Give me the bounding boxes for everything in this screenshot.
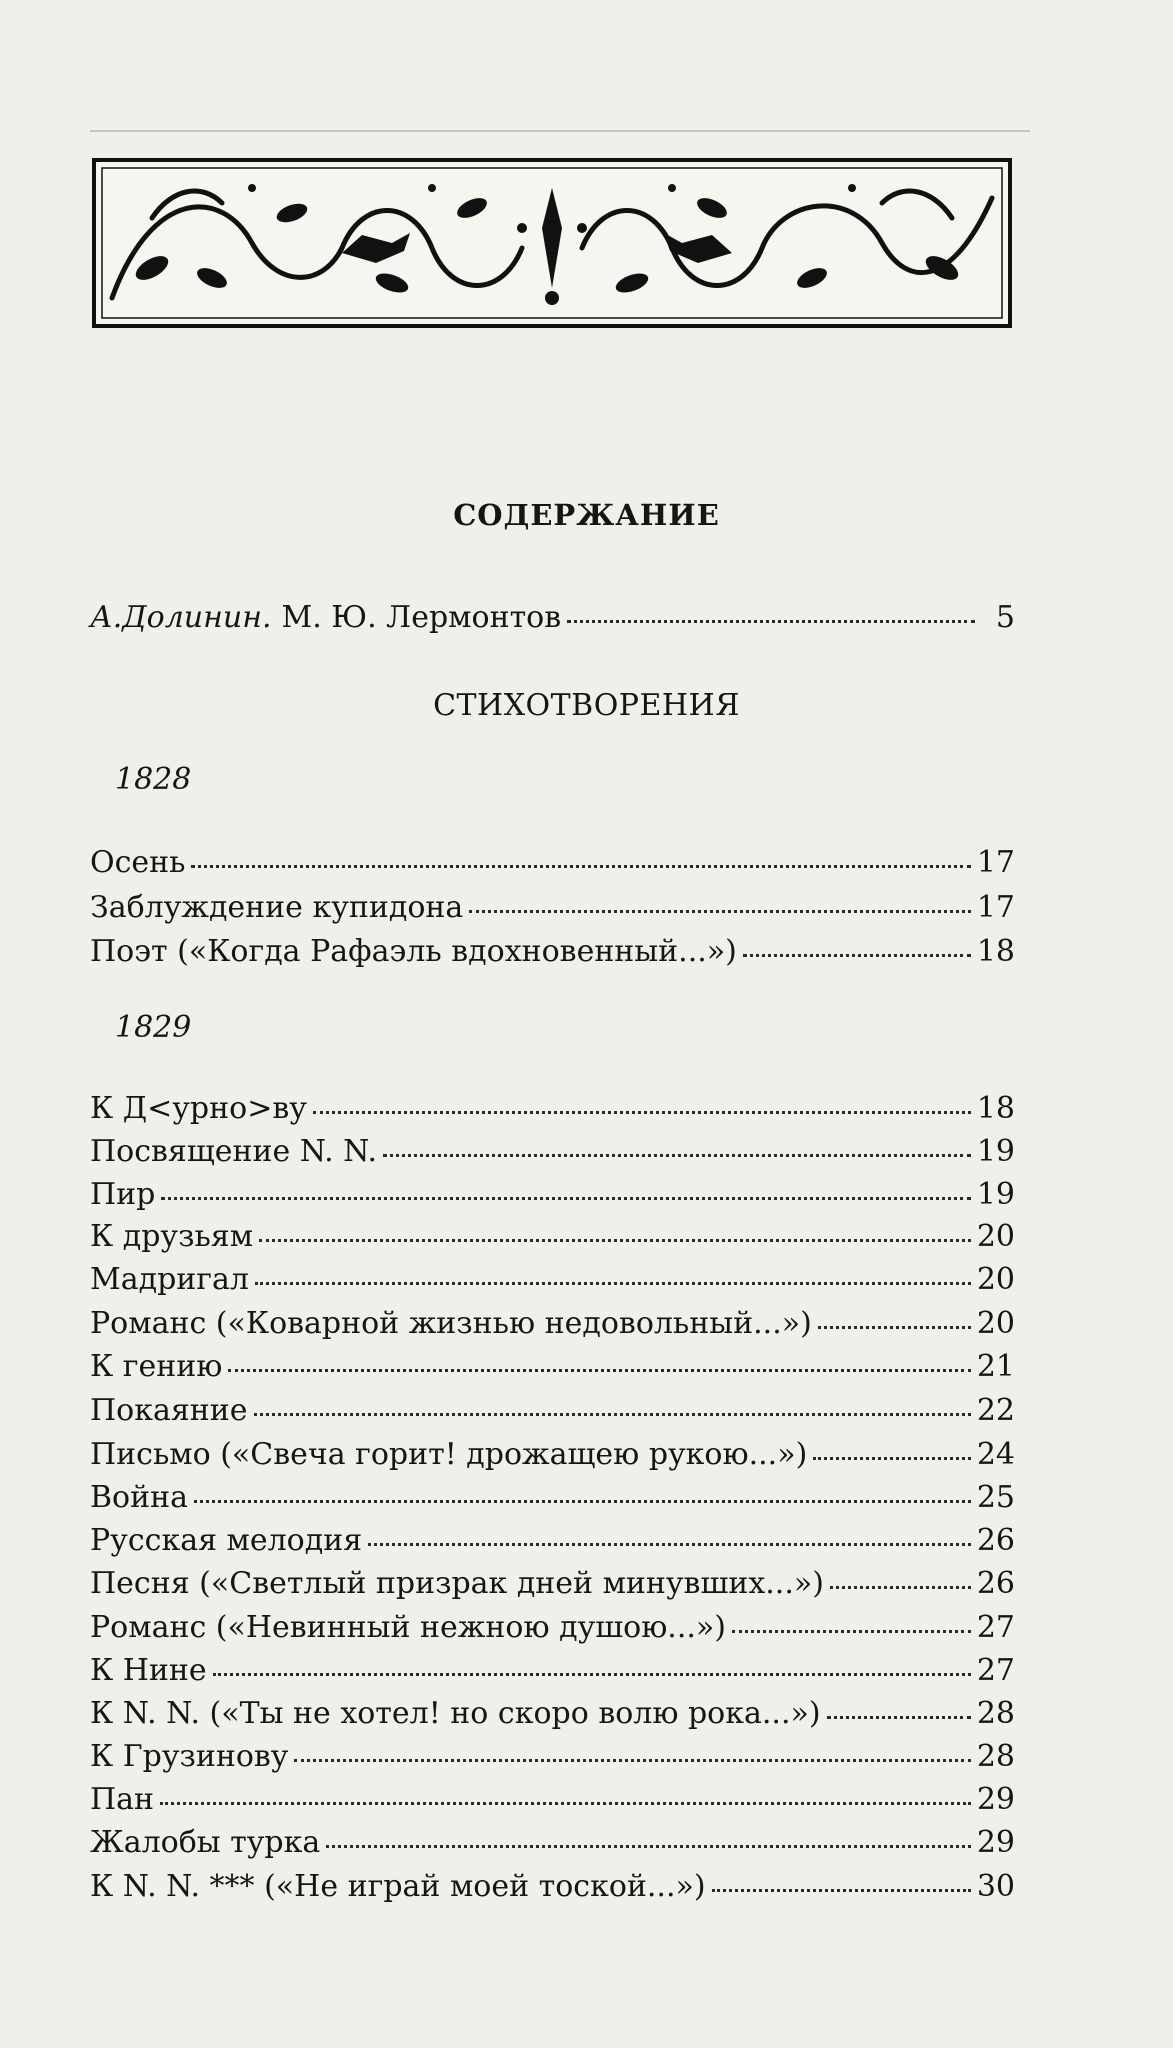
entry-title: Поэт («Когда Рафаэль вдохновенный...»)	[90, 934, 737, 969]
toc-entry	[90, 1349, 1015, 1384]
toc-entry	[90, 1177, 1015, 1212]
dot-leader	[160, 1802, 971, 1805]
toc-entry	[90, 1480, 1015, 1515]
toc-entry	[90, 890, 1015, 925]
entry-page: 17	[976, 890, 1015, 925]
bleed-through-rule	[90, 130, 1030, 132]
dot-leader	[259, 1239, 971, 1242]
entry-title: К Грузинову	[90, 1739, 289, 1774]
toc-entry	[90, 1262, 1015, 1297]
intro-title: М. Ю. Лермонтов	[281, 600, 562, 635]
toc-entry	[90, 934, 1015, 969]
entry-title: К N. N. *** («Не играй моей тоской...»)	[90, 1869, 706, 1904]
dot-leader	[383, 1154, 971, 1157]
entry-title: Пир	[90, 1177, 156, 1212]
dot-leader	[712, 1889, 971, 1892]
toc-entry	[90, 1696, 1015, 1731]
entry-page: 27	[976, 1610, 1015, 1645]
entry-page: 27	[976, 1653, 1015, 1688]
toc-entry	[90, 1219, 1015, 1254]
entry-title: К друзьям	[90, 1219, 254, 1254]
entry-title: Жалобы турка	[90, 1825, 321, 1860]
entry-page: 28	[976, 1739, 1015, 1774]
entry-title: К гению	[90, 1349, 223, 1384]
entry-page: 18	[976, 1091, 1015, 1126]
toc-entry	[90, 1739, 1015, 1774]
entry-title: Пан	[90, 1782, 155, 1817]
entry-page: 25	[976, 1480, 1015, 1515]
entry-page: 24	[976, 1437, 1015, 1472]
dot-leader	[813, 1457, 971, 1460]
decorative-ornament-banner	[92, 158, 1012, 328]
toc-entry	[90, 1306, 1015, 1341]
toc-entry	[90, 1610, 1015, 1645]
dot-leader	[818, 1326, 971, 1329]
entry-title: Война	[90, 1480, 188, 1515]
entry-title: Посвящение N. N.	[90, 1134, 378, 1169]
dot-leader	[368, 1543, 971, 1546]
entry-page: 22	[976, 1393, 1015, 1428]
entry-title: Русская мелодия	[90, 1523, 363, 1558]
toc-entry	[90, 1869, 1015, 1904]
entry-title: Песня («Светлый призрак дней минувших...»)	[90, 1566, 824, 1601]
entry-page: 26	[976, 1566, 1015, 1601]
intro-page: 5	[995, 600, 1015, 635]
dot-leader	[254, 1413, 971, 1416]
entry-page: 19	[976, 1134, 1015, 1169]
entry-page: 26	[976, 1523, 1015, 1558]
entry-title: Романс («Коварной жизнью недовольный...»)	[90, 1306, 812, 1341]
dot-leader	[827, 1716, 971, 1719]
entry-title: Мадригал	[90, 1262, 249, 1297]
entry-page: 29	[976, 1782, 1015, 1817]
dot-leader	[191, 865, 970, 868]
entry-title: К Д<урно>ву	[90, 1091, 307, 1126]
entry-title: Заблуждение купидона	[90, 890, 464, 925]
dot-leader	[326, 1845, 971, 1848]
toc-entry	[90, 845, 1015, 880]
entry-page: 28	[976, 1696, 1015, 1731]
toc-entry	[90, 1653, 1015, 1688]
toc-entry	[90, 1523, 1015, 1558]
year-heading-1829: 1829	[115, 1010, 192, 1045]
entry-title: Покаяние	[90, 1393, 248, 1428]
entry-title: Осень	[90, 845, 186, 880]
year-heading-1828: 1828	[115, 762, 192, 797]
toc-entry	[90, 1825, 1015, 1860]
toc-entry	[90, 1393, 1015, 1428]
entry-page: 20	[976, 1306, 1015, 1341]
dot-leader	[161, 1197, 970, 1200]
entry-title: К Нине	[90, 1653, 207, 1688]
dot-leader	[294, 1759, 970, 1762]
entry-title: К N. N. («Ты не хотел! но скоро волю рока...»)	[90, 1696, 821, 1731]
entry-page: 20	[976, 1219, 1015, 1254]
toc-entry	[90, 1782, 1015, 1817]
toc-entry	[90, 1134, 1015, 1169]
dot-leader	[469, 910, 971, 913]
toc-entry	[90, 1566, 1015, 1601]
dot-leader	[213, 1673, 971, 1676]
dot-leader	[743, 954, 971, 957]
entry-page: 19	[976, 1177, 1015, 1212]
dot-leader	[732, 1630, 971, 1633]
section-heading: СТИХОТВОРЕНИЯ	[433, 688, 740, 723]
entry-title: Письмо («Свеча горит! дрожащею рукою...»)	[90, 1437, 808, 1472]
intro-author: А.Долинин.	[90, 600, 272, 635]
toc-entry	[90, 1091, 1015, 1126]
dot-leader	[228, 1369, 970, 1372]
page-title: СОДЕРЖАНИЕ	[453, 498, 720, 532]
entry-page: 21	[976, 1349, 1015, 1384]
toc-entry-intro	[90, 600, 1015, 635]
entry-page: 18	[976, 934, 1015, 969]
entry-page: 20	[976, 1262, 1015, 1297]
dot-leader	[830, 1586, 971, 1589]
dot-leader	[313, 1111, 971, 1114]
dot-leader	[194, 1500, 971, 1503]
dot-leader	[567, 620, 975, 623]
entry-page: 17	[976, 845, 1015, 880]
dot-leader	[255, 1282, 971, 1285]
entry-page: 30	[976, 1869, 1015, 1904]
entry-title: Романс («Невинный нежною душою...»)	[90, 1610, 726, 1645]
entry-page: 29	[976, 1825, 1015, 1860]
toc-entry	[90, 1437, 1015, 1472]
